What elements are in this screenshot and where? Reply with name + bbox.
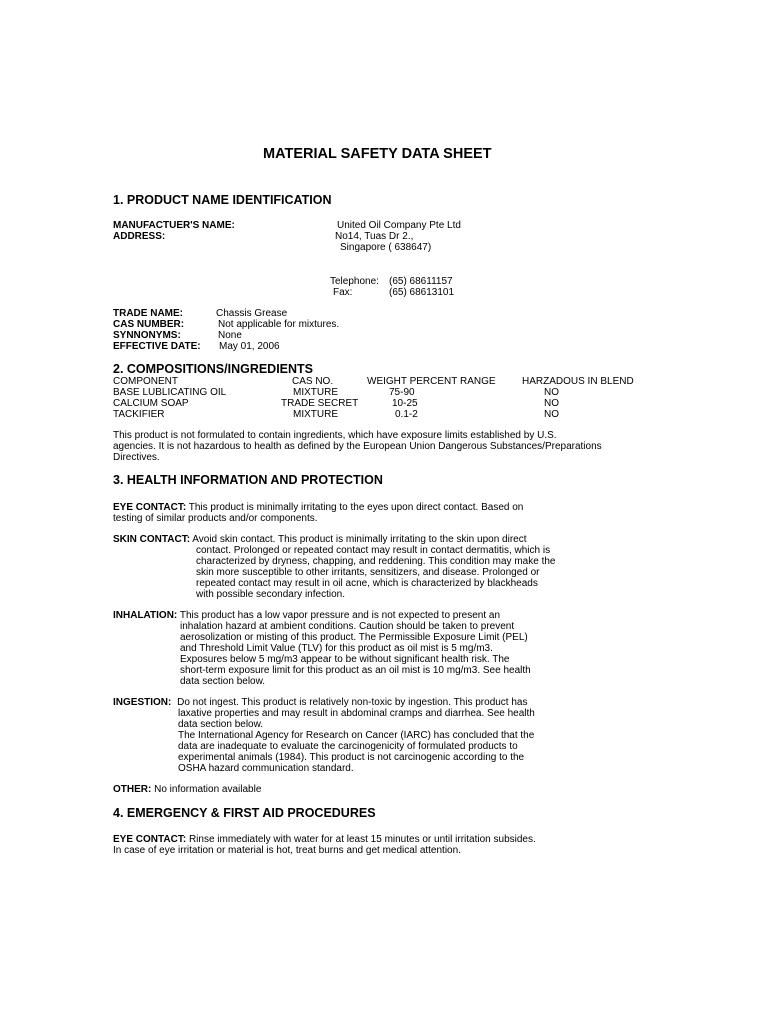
table-cell: NO: [544, 409, 559, 420]
other-text: No information available: [154, 784, 262, 795]
ingestion-label: INGESTION:: [113, 697, 172, 708]
inhalation-text: data section below.: [180, 676, 266, 687]
inhalation-text: short-term exposure limit for this product as an oil mist is 10 mg/m3. See health: [180, 665, 531, 676]
ingestion-text: data are inadequate to evaluate the carcinogenicity of formulated products to: [178, 741, 518, 752]
effective-date-label: EFFECTIVE DATE:: [113, 341, 201, 352]
table-header: COMPONENT: [113, 376, 178, 387]
other-para: [113, 784, 261, 795]
table-cell: TACKIFIER: [113, 409, 165, 420]
skin-contact-continuation: [196, 545, 555, 600]
skin-contact-text: characterized by dryness, chapping, and reddening. This condition may make the: [196, 556, 556, 567]
skin-contact-para: [113, 534, 527, 545]
trade-name-value: Chassis Grease: [216, 308, 288, 319]
ingestion-continuation: [178, 708, 535, 774]
address-line: Singapore ( 638647): [340, 242, 432, 253]
manufacturer-value: United Oil Company Pte Ltd: [337, 220, 461, 231]
fax-value: (65) 68613101: [389, 287, 455, 298]
first-aid-eye-text: Rinse immediately with water for at least 15 minutes or until irritation subsides.: [188, 834, 536, 845]
ingestion-text: OSHA hazard communication standard.: [178, 763, 354, 774]
address-line: No14, Tuas Dr 2.,: [335, 231, 414, 242]
table-header: CAS NO.: [292, 376, 334, 387]
telephone-value: (65) 68611157: [389, 276, 453, 287]
effective-date-value: May 01, 2006: [219, 341, 280, 352]
first-aid-eye-para: [113, 834, 536, 845]
trade-name-label: TRADE NAME:: [113, 308, 183, 319]
inhalation-para: [113, 610, 500, 621]
note-line: agencies. It is not hazardous to health as defined by the European Union Dangerous Substances/Preparations: [113, 441, 602, 452]
ingestion-text: The International Agency for Research on Cancer (IARC) has concluded that the: [178, 730, 535, 741]
document-title: MATERIAL SAFETY DATA SHEET: [263, 146, 492, 162]
manufacturer-label: MANUFACTUER'S NAME:: [113, 220, 235, 231]
section-1-heading: 1. PRODUCT NAME IDENTIFICATION: [113, 193, 332, 207]
first-aid-eye-text: In case of eye irritation or material is hot, treat burns and get medical attention.: [113, 845, 461, 856]
inhalation-text: This product has a low vapor pressure and is not expected to present an: [179, 610, 501, 621]
synonyms-value: None: [218, 330, 242, 341]
inhalation-label: INHALATION:: [113, 610, 178, 621]
table-cell: NO: [544, 398, 559, 409]
skin-contact-text: Avoid skin contact. This product is minimally irritating to the skin upon direct: [192, 534, 527, 545]
table-cell: TRADE SECRET: [281, 398, 359, 409]
synonyms-label: SYNNONYMS:: [113, 330, 181, 341]
ingestion-para: [113, 697, 528, 708]
section-4-heading: 4. EMERGENCY & FIRST AID PROCEDURES: [113, 806, 376, 820]
table-cell: NO: [544, 387, 559, 398]
inhalation-continuation: [180, 621, 531, 687]
inhalation-text: aerosolization or misting of this product. The Permissible Exposure Limit (PEL): [180, 632, 528, 643]
table-cell: MIXTURE: [293, 387, 338, 398]
table-header: WEIGHT PERCENT RANGE: [367, 376, 496, 387]
note-line: This product is not formulated to contain ingredients, which have exposure limits established by U.S.: [113, 430, 557, 441]
inhalation-text: inhalation hazard at ambient conditions. Caution should be taken to prevent: [180, 621, 515, 632]
fax-label: Fax:: [333, 287, 353, 298]
table-cell: BASE LUBLICATING OIL: [113, 387, 227, 398]
note-line: Directives.: [113, 452, 160, 463]
eye-contact-label: EYE CONTACT:: [113, 502, 187, 513]
inhalation-text: and Threshold Limit Value (TLV) for this product as oil mist is 5 mg/m3.: [180, 643, 493, 654]
ingestion-text: experimental animals (1984). This product is not carcinogenic according to the: [178, 752, 525, 763]
eye-contact-para: [113, 502, 523, 513]
cas-number-label: CAS NUMBER:: [113, 319, 185, 330]
cas-number-value: Not applicable for mixtures.: [218, 319, 340, 330]
table-cell: 0.1-2: [395, 409, 418, 420]
section-2-heading: 2. COMPOSITIONS/INGREDIENTS: [113, 362, 314, 376]
table-cell: MIXTURE: [293, 409, 338, 420]
other-label: OTHER:: [113, 784, 152, 795]
skin-contact-text: skin more susceptible to other irritants, sensitizers, and disease. Prolonged or: [196, 567, 540, 578]
table-header: HARZADOUS IN BLEND: [522, 376, 634, 387]
table-cell: 75-90: [389, 387, 415, 398]
skin-contact-text: contact. Prolonged or repeated contact may result in contact dermatitis, which is: [196, 545, 551, 556]
skin-contact-text: with possible secondary infection.: [196, 589, 345, 600]
ingestion-text: laxative properties and may result in abdominal cramps and diarrhea. See health: [178, 708, 535, 719]
telephone-label: Telephone:: [330, 276, 379, 287]
compositions-note: [113, 430, 602, 463]
eye-contact-text: This product is minimally irritating to the eyes upon direct contact. Based on: [188, 502, 524, 513]
table-cell: CALCIUM SOAP: [113, 398, 189, 409]
table-cell: 10-25: [392, 398, 418, 409]
skin-contact-text: repeated contact may result in oil acne, which is characterized by blackheads: [196, 578, 538, 589]
eye-contact-text: testing of similar products and/or components.: [113, 513, 318, 524]
address-label: ADDRESS:: [113, 231, 166, 242]
first-aid-eye-label: EYE CONTACT:: [113, 834, 187, 845]
skin-contact-label: SKIN CONTACT:: [113, 534, 191, 545]
inhalation-text: Exposures below 5 mg/m3 appear to be without significant health risk. The: [180, 654, 510, 665]
ingestion-text: Do not ingest. This product is relatively non-toxic by ingestion. This product has: [177, 697, 528, 708]
section-3-heading: 3. HEALTH INFORMATION AND PROTECTION: [113, 473, 383, 487]
ingestion-text: data section below.: [178, 719, 264, 730]
